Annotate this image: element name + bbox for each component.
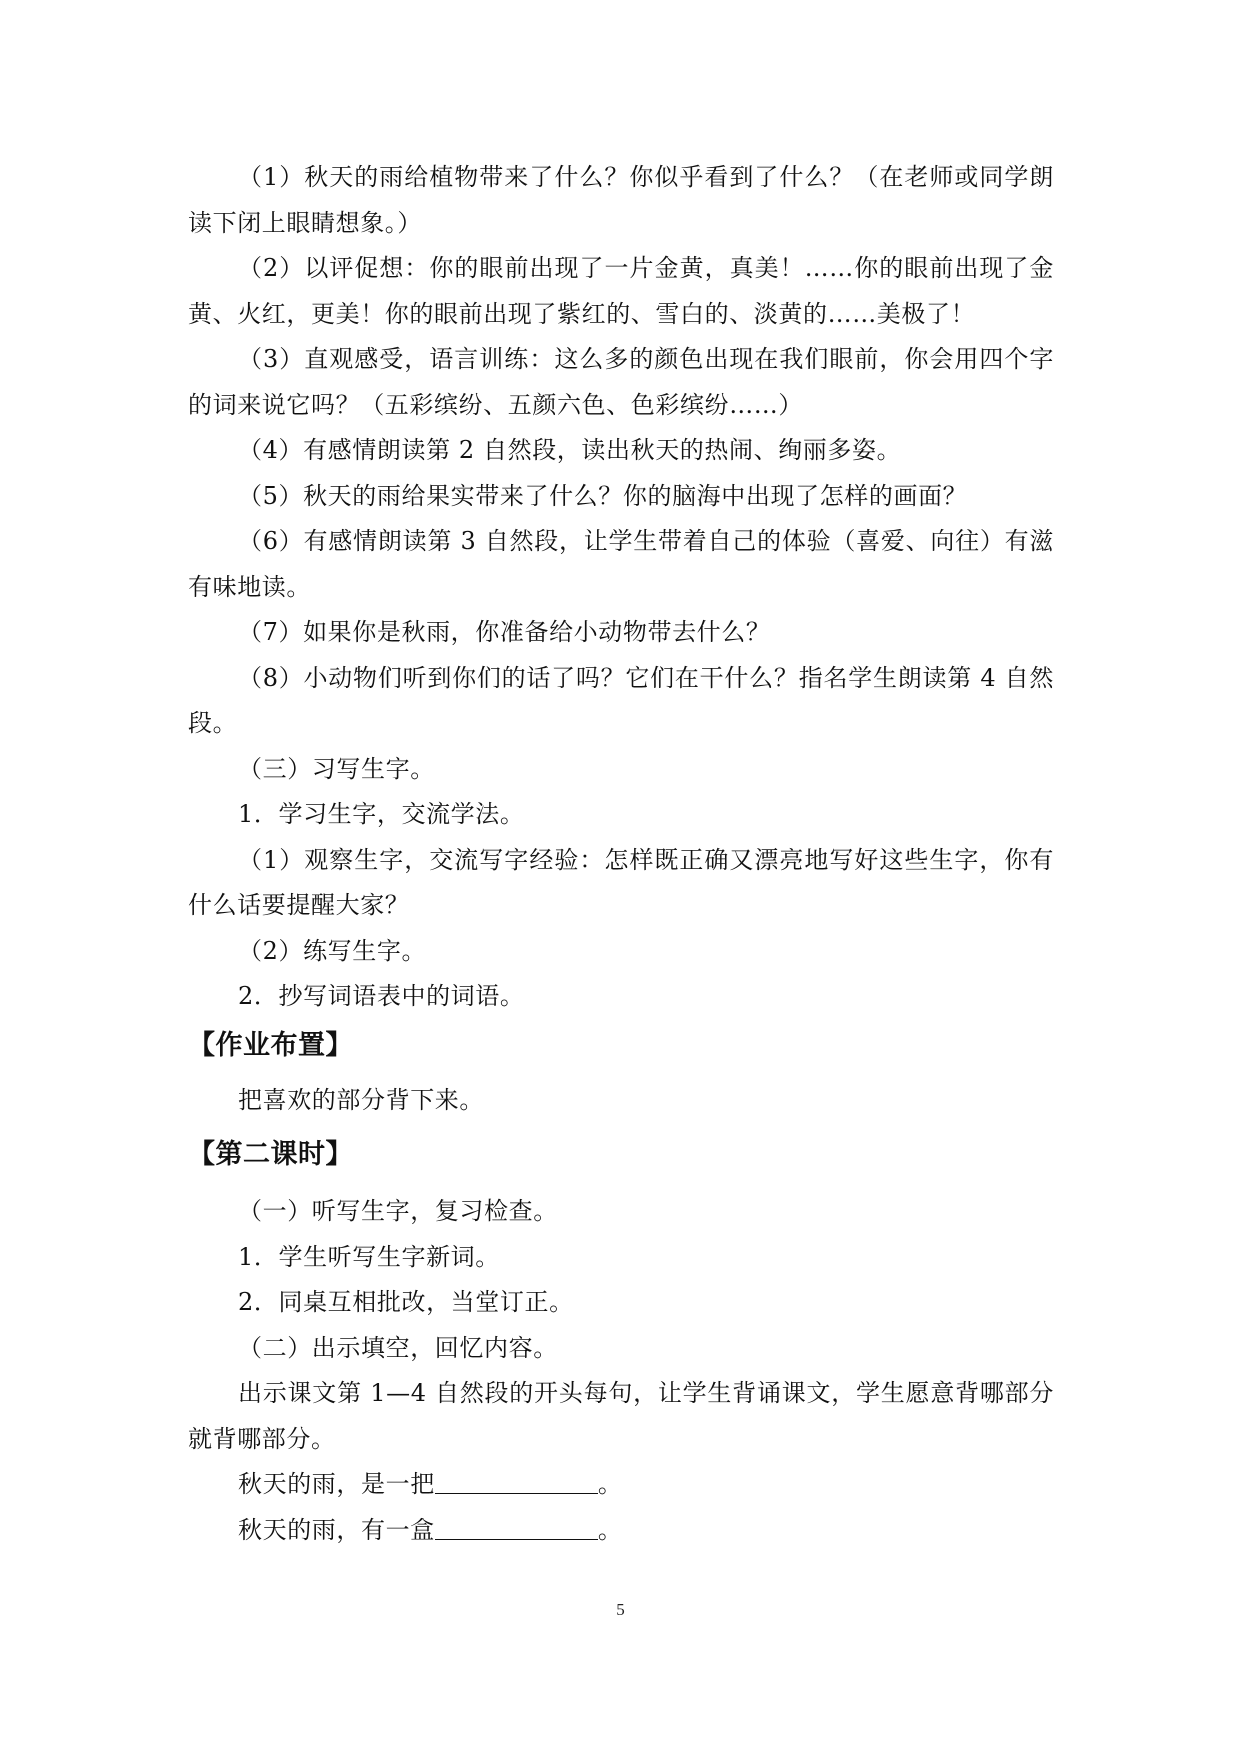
blank-line: [435, 1469, 598, 1494]
paragraph: （7）如果你是秋雨，你准备给小动物带去什么？: [238, 618, 771, 646]
fill-in-blank-line: [188, 1508, 1054, 1554]
fill-in-suffix: 。: [597, 1470, 623, 1498]
paragraph: 2．同桌互相批改，当堂订正。: [238, 1288, 574, 1316]
paragraph: （6）有感情朗读第 3 自然段，让学生带着自己的体验（喜爱、向往）有滋有味地读。: [188, 527, 1054, 601]
paragraph: （一）听写生字，复习检查。: [238, 1197, 558, 1225]
paragraph: （5）秋天的雨给果实带来了什么？你的脑海中出现了怎样的画面？: [238, 481, 968, 510]
paragraph: （4）有感情朗读第 2 自然段，读出秋天的热闹、绚丽多姿。: [238, 436, 902, 464]
paragraph: （8）小动物们听到你们的话了吗？它们在干什么？指名学生朗读第 4 自然段。: [188, 663, 1054, 737]
paragraph: 1．学生听写生字新词。: [238, 1242, 500, 1271]
paragraph: （3）直观感受，语言训练：这么多的颜色出现在我们眼前，你会用四个字的词来说它吗？（五彩缤纷、五颜六色、色彩缤纷……）: [188, 345, 1054, 419]
page-content: [188, 155, 1054, 1553]
paragraph: （2）以评促想：你的眼前出现了一片金黄，真美！……你的眼前出现了金黄、火红，更美！你的眼前出现了紫红的、雪白的、淡黄的……美极了！: [188, 254, 1054, 328]
paragraph: 1．学习生字，交流学法。: [238, 800, 525, 828]
section-heading-lesson2: 【第二课时】: [188, 1139, 353, 1170]
paragraph: （1）秋天的雨给植物带来了什么？你似乎看到了什么？（在老师或同学朗读下闭上眼睛想象。）: [188, 163, 1054, 237]
page-number: 5: [616, 1600, 625, 1619]
paragraph: 2．抄写词语表中的词语。: [238, 982, 525, 1010]
paragraph: 把喜欢的部分背下来。: [238, 1085, 484, 1114]
fill-in-prefix: 秋天的雨，有一盒: [238, 1515, 435, 1544]
paragraph: （2）练写生字。: [238, 936, 427, 965]
section-heading-homework: 【作业布置】: [188, 1029, 353, 1061]
fill-in-prefix: 秋天的雨，是一把: [238, 1470, 435, 1498]
fill-in-blank-line: [188, 1462, 1054, 1508]
paragraph: 出示课文第 1—4 自然段的开头每句，让学生背诵课文，学生愿意背哪部分就背哪部分。: [188, 1379, 1054, 1453]
paragraph: （二）出示填空，回忆内容。: [238, 1333, 558, 1362]
blank-line: [435, 1515, 598, 1540]
paragraph: （1）观察生字，交流写字经验：怎样既正确又漂亮地写好这些生字，你有什么话要提醒大家？: [188, 845, 1054, 919]
paragraph: （三）习写生字。: [238, 754, 435, 783]
fill-in-suffix: 。: [597, 1515, 623, 1544]
